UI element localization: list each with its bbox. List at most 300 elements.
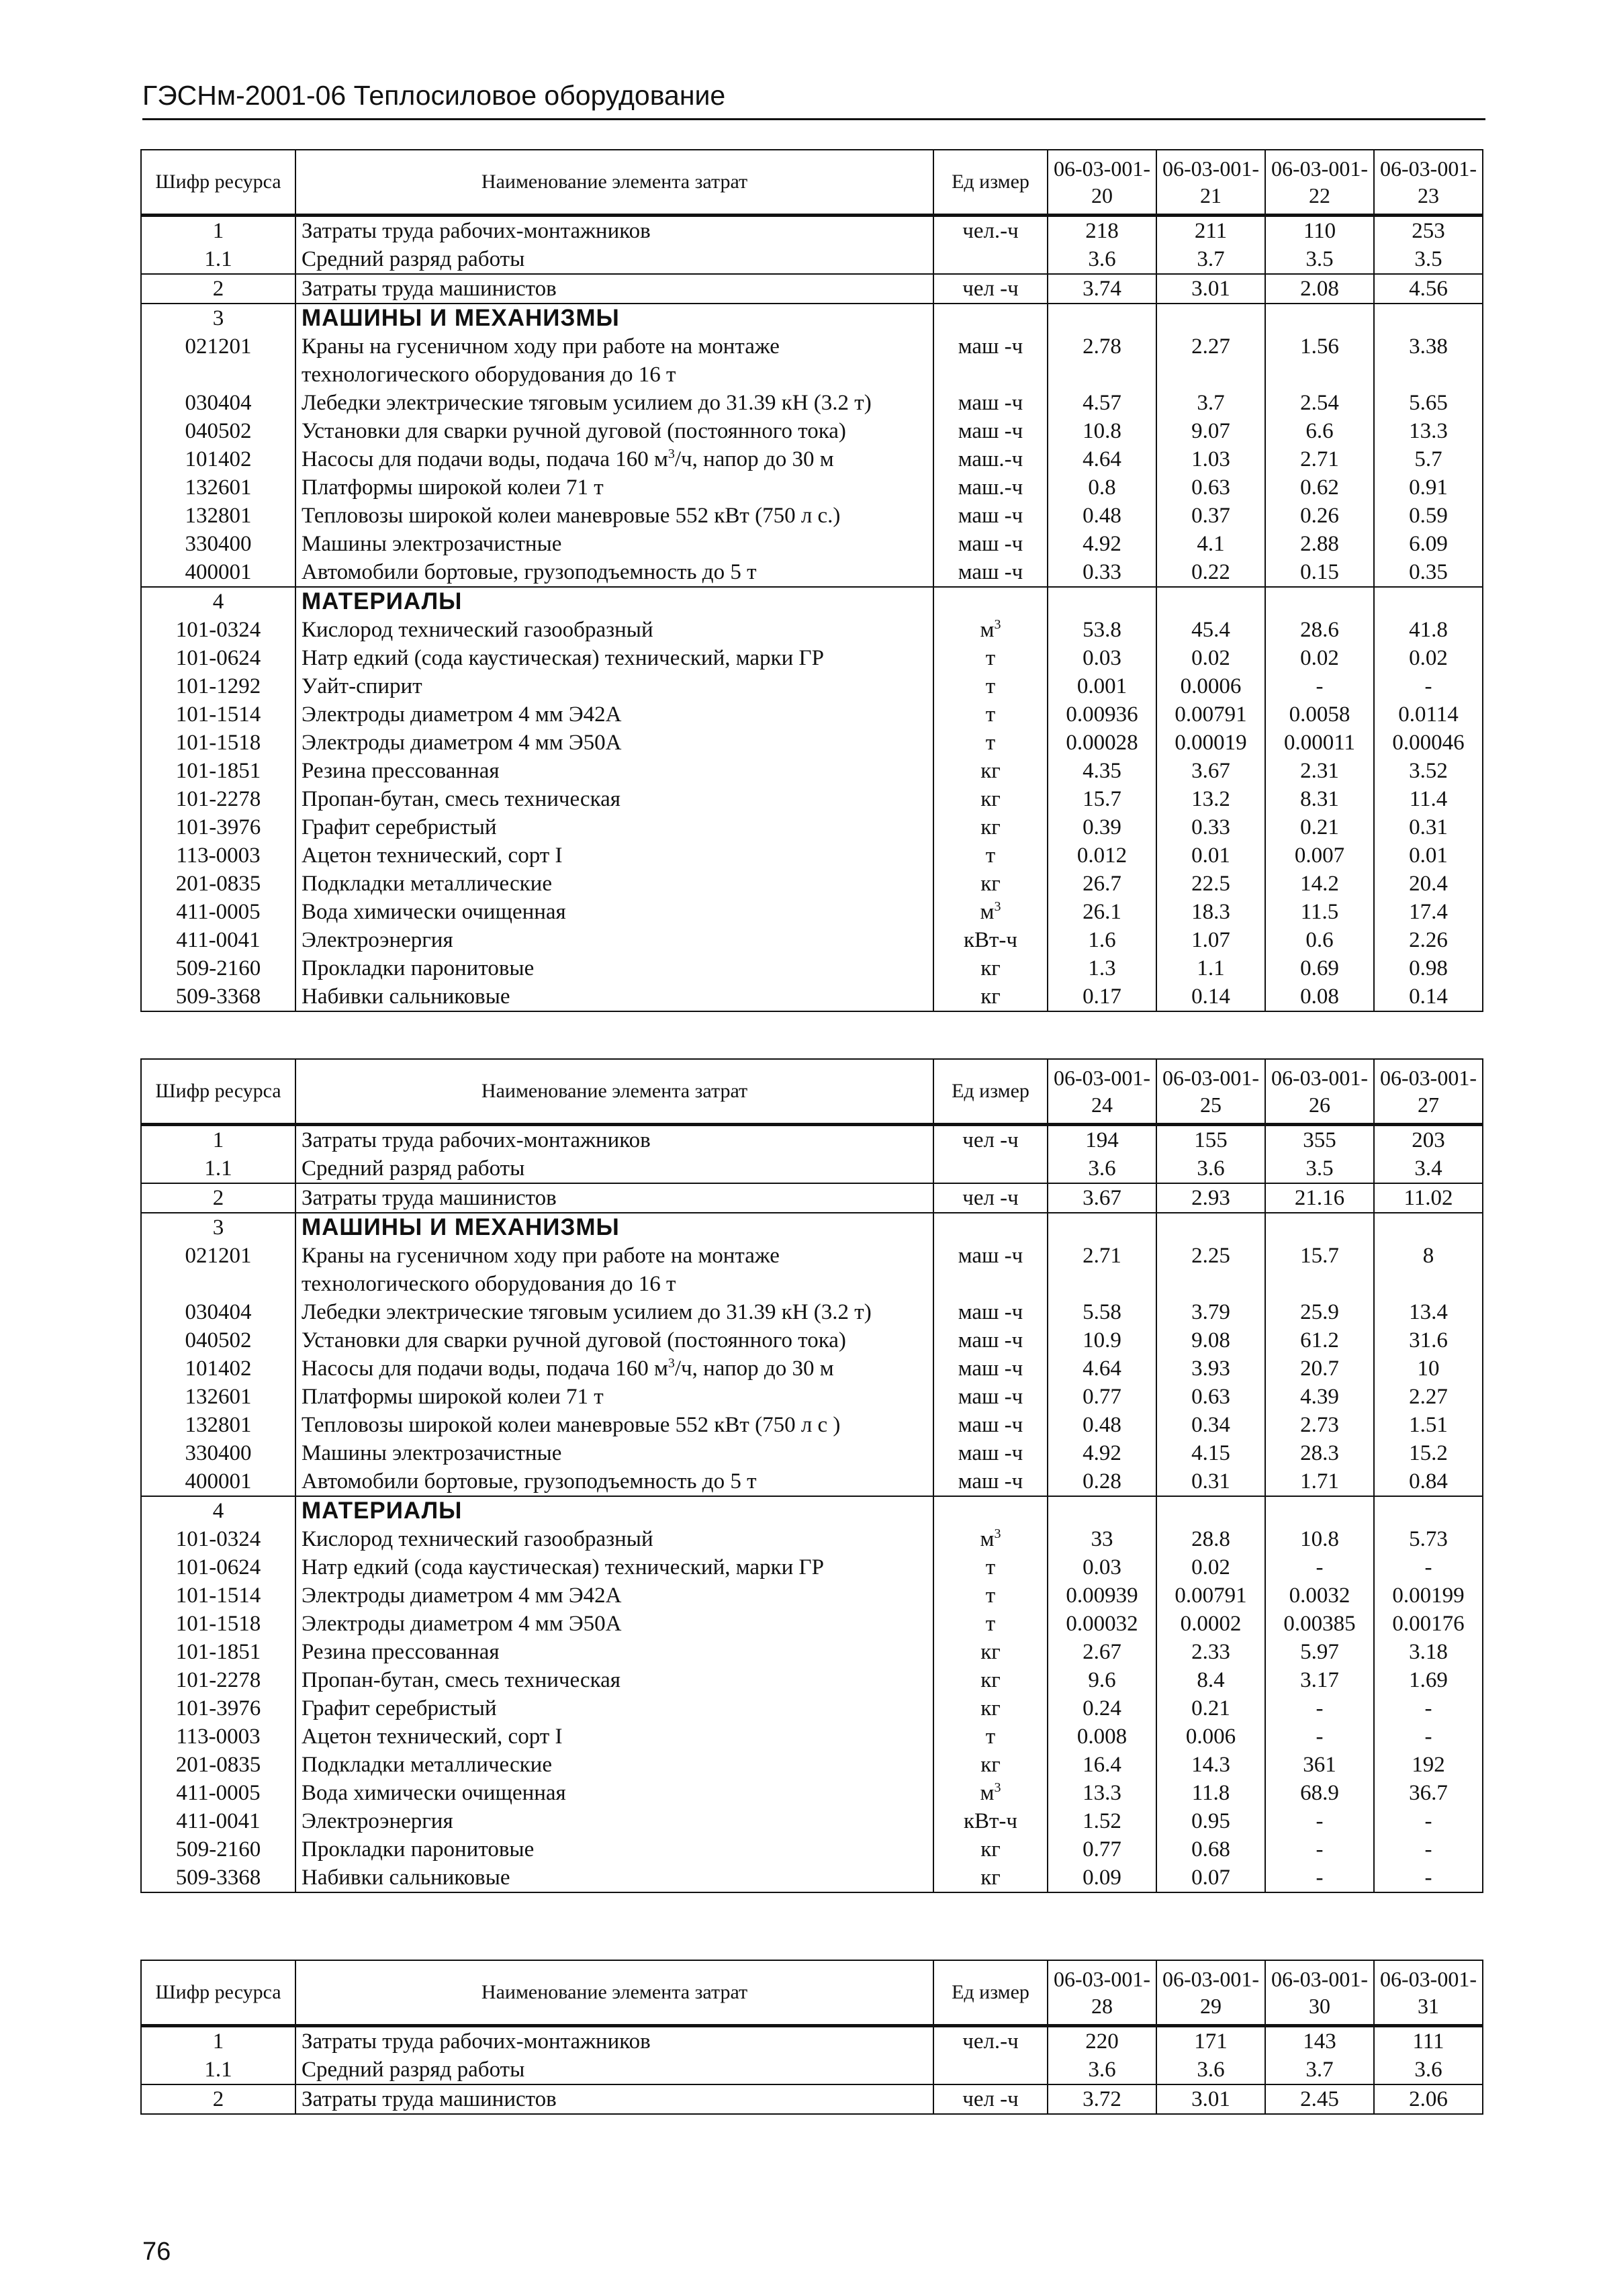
- value-cell: 0.02: [1156, 1553, 1265, 1581]
- value-cell: 0.21: [1265, 813, 1374, 841]
- unit-cell: $м^3$: [933, 898, 1048, 926]
- value-cell: [1156, 587, 1265, 616]
- value-cell: 0.0058: [1265, 700, 1374, 729]
- value-cell: 0.8: [1048, 473, 1156, 502]
- unit-cell: т: [933, 1610, 1048, 1638]
- value-cell: 1.51: [1374, 1411, 1483, 1439]
- resource-code: 040502: [141, 417, 295, 445]
- value-cell: [1048, 1213, 1156, 1242]
- resource-name: Кислород технический газообразный: [295, 1525, 933, 1553]
- unit-cell: [933, 2056, 1048, 2084]
- resource-name: Прокладки паронитовые: [295, 954, 933, 982]
- value-cell: 0.00791: [1156, 700, 1265, 729]
- value-cell: 0.00936: [1048, 700, 1156, 729]
- unit-cell: [933, 304, 1048, 332]
- value-cell: 0.00791: [1156, 1581, 1265, 1610]
- value-cell: 2.73: [1265, 1411, 1374, 1439]
- value-cell: 0.77: [1048, 1835, 1156, 1864]
- resource-code: 400001: [141, 1467, 295, 1496]
- table-row: [141, 558, 1483, 587]
- value-cell: -: [1374, 1864, 1483, 1892]
- unit-cell: т: [933, 729, 1048, 757]
- value-cell: [1374, 1496, 1483, 1525]
- table-row: [141, 304, 1483, 332]
- value-cell: 13.2: [1156, 785, 1265, 813]
- table-row: [141, 1183, 1483, 1213]
- value-cell: 0.03: [1048, 644, 1156, 672]
- unit-cell: [933, 1213, 1048, 1242]
- resource-code: 030404: [141, 1298, 295, 1326]
- value-cell: 4.92: [1048, 1439, 1156, 1467]
- value-cell: -: [1265, 1864, 1374, 1892]
- value-cell: 41.8: [1374, 616, 1483, 644]
- resource-code: 101-2278: [141, 785, 295, 813]
- col-header-unit: Ед измер: [933, 1960, 1048, 2026]
- value-cell: 33: [1048, 1525, 1156, 1553]
- value-cell: 0.26: [1265, 502, 1374, 530]
- resource-code: 132801: [141, 502, 295, 530]
- value-cell: 8.4: [1156, 1666, 1265, 1694]
- value-cell: 0.03: [1048, 1553, 1156, 1581]
- table-row: [141, 1751, 1483, 1779]
- unit-cell: кг: [933, 757, 1048, 785]
- value-cell: 0.21: [1156, 1694, 1265, 1723]
- value-cell: 0.24: [1048, 1694, 1156, 1723]
- col-header-unit: Ед измер: [933, 1059, 1048, 1125]
- table-row: [141, 216, 1483, 246]
- table-row: [141, 1779, 1483, 1807]
- resource-name: Графит серебристый: [295, 813, 933, 841]
- value-cell: 3.01: [1156, 2084, 1265, 2114]
- value-cell: 0.84: [1374, 1467, 1483, 1496]
- table-row: [141, 785, 1483, 813]
- table-row: [141, 954, 1483, 982]
- resource-table-3: [140, 1960, 1483, 2115]
- table-row: [141, 644, 1483, 672]
- col-header-norm-code: 06-03-001-26: [1265, 1059, 1374, 1125]
- col-header-norm-code: 06-03-001-25: [1156, 1059, 1265, 1125]
- value-cell: 4.39: [1265, 1383, 1374, 1411]
- col-header-norm-code: 06-03-001-31: [1374, 1960, 1483, 2026]
- value-cell: 20.4: [1374, 870, 1483, 898]
- value-cell: 0.07: [1156, 1864, 1265, 1892]
- value-cell: [1374, 1213, 1483, 1242]
- resource-code: 101-3976: [141, 813, 295, 841]
- resource-name: Затраты труда машинистов: [295, 1183, 933, 1213]
- value-cell: 6.6: [1265, 417, 1374, 445]
- value-cell: 9.07: [1156, 417, 1265, 445]
- resource-code: 509-2160: [141, 1835, 295, 1864]
- col-header-code: Шифр ресурса: [141, 150, 295, 216]
- unit-cell: чел -ч: [933, 2084, 1048, 2114]
- value-cell: 0.00028: [1048, 729, 1156, 757]
- resource-code: 411-0041: [141, 926, 295, 954]
- table-row: [141, 1694, 1483, 1723]
- value-cell: 0.00199: [1374, 1581, 1483, 1610]
- value-cell: [1265, 587, 1374, 616]
- col-header-name: Наименование элемента затрат: [295, 1059, 933, 1125]
- value-cell: 0.91: [1374, 473, 1483, 502]
- section-heading: МАШИНЫ И МЕХАНИЗМЫ: [295, 304, 933, 332]
- value-cell: 355: [1265, 1125, 1374, 1155]
- value-cell: 3.5: [1265, 245, 1374, 274]
- value-cell: 171: [1156, 2026, 1265, 2056]
- value-cell: 6.09: [1374, 530, 1483, 558]
- col-header-norm-code: 06-03-001-20: [1048, 150, 1156, 216]
- value-cell: -: [1374, 672, 1483, 700]
- table-row: [141, 1467, 1483, 1496]
- value-cell: [1265, 1496, 1374, 1525]
- value-cell: 3.18: [1374, 1638, 1483, 1666]
- value-cell: 28.3: [1265, 1439, 1374, 1467]
- value-cell: 0.0006: [1156, 672, 1265, 700]
- resource-code: 2: [141, 2084, 295, 2114]
- unit-cell: маш -ч: [933, 502, 1048, 530]
- unit-cell: маш.-ч: [933, 473, 1048, 502]
- resource-name: Лебедки электрические тяговым усилием до 31.39 кН (3.2 т): [295, 389, 933, 417]
- resource-name: Машины электрозачистные: [295, 530, 933, 558]
- value-cell: 1.71: [1265, 1467, 1374, 1496]
- resource-name: Вода химически очищенная: [295, 898, 933, 926]
- resource-code: 101-3976: [141, 1694, 295, 1723]
- table-row: [141, 982, 1483, 1011]
- value-cell: 1.3: [1048, 954, 1156, 982]
- value-cell: 0.08: [1265, 982, 1374, 1011]
- value-cell: 0.63: [1156, 473, 1265, 502]
- resource-name: Средний разряд работы: [295, 2056, 933, 2084]
- value-cell: 3.74: [1048, 274, 1156, 304]
- resource-name: Электроэнергия: [295, 1807, 933, 1835]
- value-cell: 3.52: [1374, 757, 1483, 785]
- unit-cell: кВт-ч: [933, 926, 1048, 954]
- unit-cell: маш -ч: [933, 1326, 1048, 1354]
- value-cell: 0.14: [1156, 982, 1265, 1011]
- unit-cell: маш.-ч: [933, 445, 1048, 473]
- value-cell: [1048, 587, 1156, 616]
- value-cell: 61.2: [1265, 1326, 1374, 1354]
- unit-cell: чел -ч: [933, 1125, 1048, 1155]
- resource-name: Насосы для подачи воды, подача 160 $м^3/ч$, напор до 30 м: [295, 445, 933, 473]
- value-cell: 20.7: [1265, 1354, 1374, 1383]
- resource-code: 101-1292: [141, 672, 295, 700]
- col-header-norm-code: 06-03-001-21: [1156, 150, 1265, 216]
- table-row: [141, 1610, 1483, 1638]
- value-cell: 0.02: [1156, 644, 1265, 672]
- value-cell: 14.2: [1265, 870, 1374, 898]
- value-cell: 0.007: [1265, 841, 1374, 870]
- table-row: [141, 245, 1483, 274]
- resource-name: Автомобили бортовые, грузоподъемность до 5 т: [295, 558, 933, 587]
- resource-code: 101-0324: [141, 1525, 295, 1553]
- value-cell: 1.69: [1374, 1666, 1483, 1694]
- unit-cell: кВт-ч: [933, 1807, 1048, 1835]
- table-row: [141, 1581, 1483, 1610]
- table-row: [141, 1723, 1483, 1751]
- col-header-norm-code: 06-03-001-24: [1048, 1059, 1156, 1125]
- value-cell: [1156, 304, 1265, 332]
- value-cell: 28.6: [1265, 616, 1374, 644]
- table-row: [141, 587, 1483, 616]
- resource-code: 411-0005: [141, 898, 295, 926]
- table-row: [141, 757, 1483, 785]
- unit-cell: кг: [933, 1666, 1048, 1694]
- value-cell: 4.15: [1156, 1439, 1265, 1467]
- resource-code: 040502: [141, 1326, 295, 1354]
- value-cell: 0.01: [1156, 841, 1265, 870]
- value-cell: 2.93: [1156, 1183, 1265, 1213]
- value-cell: 155: [1156, 1125, 1265, 1155]
- table-row: [141, 1525, 1483, 1553]
- resource-code: 113-0003: [141, 1723, 295, 1751]
- value-cell: 5.65: [1374, 389, 1483, 417]
- table-row: [141, 473, 1483, 502]
- unit-cell: маш -ч: [933, 1354, 1048, 1383]
- resource-code: 113-0003: [141, 841, 295, 870]
- value-cell: 0.28: [1048, 1467, 1156, 1496]
- value-cell: 9.6: [1048, 1666, 1156, 1694]
- unit-cell: маш -ч: [933, 417, 1048, 445]
- value-cell: 2.08: [1265, 274, 1374, 304]
- value-cell: 0.31: [1374, 813, 1483, 841]
- resource-code: 1.1: [141, 1154, 295, 1183]
- value-cell: 9.08: [1156, 1326, 1265, 1354]
- value-cell: 11.02: [1374, 1183, 1483, 1213]
- value-cell: 3.01: [1156, 274, 1265, 304]
- value-cell: 0.0114: [1374, 700, 1483, 729]
- value-cell: 2.54: [1265, 389, 1374, 417]
- value-cell: 3.67: [1048, 1183, 1156, 1213]
- value-cell: 2.71: [1265, 445, 1374, 473]
- resource-code: 2: [141, 1183, 295, 1213]
- value-cell: 0.00011: [1265, 729, 1374, 757]
- unit-cell: маш -ч: [933, 1411, 1048, 1439]
- header-rule: [142, 118, 1485, 120]
- unit-cell: маш -ч: [933, 558, 1048, 587]
- table-row: [141, 616, 1483, 644]
- value-cell: 36.7: [1374, 1779, 1483, 1807]
- resource-code: 101-0624: [141, 1553, 295, 1581]
- resource-code: 400001: [141, 558, 295, 587]
- table-row: [141, 2026, 1483, 2056]
- value-cell: 0.01: [1374, 841, 1483, 870]
- unit-cell: кг: [933, 954, 1048, 982]
- table-row: [141, 1326, 1483, 1354]
- value-cell: [1265, 1213, 1374, 1242]
- value-cell: 0.95: [1156, 1807, 1265, 1835]
- unit-cell: $м^3$: [933, 1779, 1048, 1807]
- resource-name: Подкладки металлические: [295, 1751, 933, 1779]
- value-cell: 2.67: [1048, 1638, 1156, 1666]
- value-cell: 0.48: [1048, 1411, 1156, 1439]
- resource-code: 101-1851: [141, 1638, 295, 1666]
- value-cell: 14.3: [1156, 1751, 1265, 1779]
- section-heading: МАТЕРИАЛЫ: [295, 587, 933, 616]
- table-row: [141, 898, 1483, 926]
- table-row: [141, 502, 1483, 530]
- resource-name: Электроэнергия: [295, 926, 933, 954]
- resource-code: 101-1514: [141, 1581, 295, 1610]
- col-header-norm-code: 06-03-001-22: [1265, 150, 1374, 216]
- value-cell: 8: [1374, 1242, 1483, 1298]
- resource-code: 101-1518: [141, 729, 295, 757]
- section-heading: МАТЕРИАЛЫ: [295, 1496, 933, 1525]
- resource-name: Графит серебристый: [295, 1694, 933, 1723]
- value-cell: 22.5: [1156, 870, 1265, 898]
- resource-code: 101402: [141, 1354, 295, 1383]
- value-cell: 28.8: [1156, 1525, 1265, 1553]
- value-cell: 2.27: [1374, 1383, 1483, 1411]
- value-cell: 2.45: [1265, 2084, 1374, 2114]
- unit-cell: [933, 587, 1048, 616]
- unit-cell: [933, 245, 1048, 274]
- resource-name: Резина прессованная: [295, 757, 933, 785]
- table-row: [141, 926, 1483, 954]
- value-cell: 3.6: [1156, 2056, 1265, 2084]
- value-cell: 203: [1374, 1125, 1483, 1155]
- resource-code: 132601: [141, 473, 295, 502]
- resource-name: Затраты труда машинистов: [295, 2084, 933, 2114]
- table-row: [141, 1553, 1483, 1581]
- value-cell: 3.6: [1048, 245, 1156, 274]
- unit-cell: $м^3$: [933, 616, 1048, 644]
- value-cell: 220: [1048, 2026, 1156, 2056]
- resource-code: 101402: [141, 445, 295, 473]
- value-cell: 2.27: [1156, 332, 1265, 389]
- table-row: [141, 2056, 1483, 2084]
- value-cell: 11.5: [1265, 898, 1374, 926]
- resource-code: 021201: [141, 332, 295, 389]
- value-cell: -: [1265, 1835, 1374, 1864]
- value-cell: 2.88: [1265, 530, 1374, 558]
- table-row: [141, 389, 1483, 417]
- resource-code: 132801: [141, 1411, 295, 1439]
- unit-cell: т: [933, 644, 1048, 672]
- value-cell: -: [1265, 1723, 1374, 1751]
- resource-name: Средний разряд работы: [295, 245, 933, 274]
- value-cell: 3.67: [1156, 757, 1265, 785]
- value-cell: 10.9: [1048, 1326, 1156, 1354]
- value-cell: 5.97: [1265, 1638, 1374, 1666]
- table-row: [141, 1125, 1483, 1155]
- resource-name: Электроды диаметром 4 мм Э50А: [295, 729, 933, 757]
- value-cell: 2.31: [1265, 757, 1374, 785]
- value-cell: 3.7: [1265, 2056, 1374, 2084]
- value-cell: 18.3: [1156, 898, 1265, 926]
- table-row: [141, 1638, 1483, 1666]
- col-header-code: Шифр ресурса: [141, 1059, 295, 1125]
- unit-cell: кг: [933, 785, 1048, 813]
- col-header-code: Шифр ресурса: [141, 1960, 295, 2026]
- unit-cell: чел.-ч: [933, 216, 1048, 246]
- value-cell: 10.8: [1048, 417, 1156, 445]
- resource-name: Ацетон технический, сорт I: [295, 841, 933, 870]
- value-cell: 0.00046: [1374, 729, 1483, 757]
- resource-name: Лебедки электрические тяговым усилием до 31.39 кН (3.2 т): [295, 1298, 933, 1326]
- unit-cell: кг: [933, 1864, 1048, 1892]
- value-cell: 4.64: [1048, 1354, 1156, 1383]
- value-cell: 4.64: [1048, 445, 1156, 473]
- value-cell: [1374, 587, 1483, 616]
- table-row: [141, 2084, 1483, 2114]
- resource-name: Затраты труда рабочих-монтажников: [295, 216, 933, 246]
- value-cell: 2.25: [1156, 1242, 1265, 1298]
- table-row: [141, 1439, 1483, 1467]
- value-cell: 0.012: [1048, 841, 1156, 870]
- resource-name: Прокладки паронитовые: [295, 1835, 933, 1864]
- table-row: [141, 1383, 1483, 1411]
- value-cell: [1048, 304, 1156, 332]
- value-cell: 194: [1048, 1125, 1156, 1155]
- value-cell: 3.5: [1265, 1154, 1374, 1183]
- value-cell: 13.4: [1374, 1298, 1483, 1326]
- resource-name: Затраты труда машинистов: [295, 274, 933, 304]
- resource-code: 411-0041: [141, 1807, 295, 1835]
- value-cell: -: [1265, 1694, 1374, 1723]
- document-title: ГЭСНм-2001-06 Теплосиловое оборудование: [142, 80, 726, 111]
- value-cell: 26.1: [1048, 898, 1156, 926]
- resource-code: 4: [141, 1496, 295, 1525]
- value-cell: 192: [1374, 1751, 1483, 1779]
- resource-code: 201-0835: [141, 870, 295, 898]
- value-cell: 0.77: [1048, 1383, 1156, 1411]
- value-cell: 17.4: [1374, 898, 1483, 926]
- table-row: [141, 729, 1483, 757]
- resource-name: Электроды диаметром 4 мм Э42А: [295, 700, 933, 729]
- value-cell: 11.4: [1374, 785, 1483, 813]
- table-row: [141, 1807, 1483, 1835]
- col-header-unit: Ед измер: [933, 150, 1048, 216]
- value-cell: [1156, 1213, 1265, 1242]
- resource-code: 509-3368: [141, 982, 295, 1011]
- resource-code: 101-0624: [141, 644, 295, 672]
- value-cell: 0.15: [1265, 558, 1374, 587]
- resource-name: Насосы для подачи воды, подача 160 $м^3/ч$, напор до 30 м: [295, 1354, 933, 1383]
- resource-name: Установки для сварки ручной дуговой (постоянного тока): [295, 1326, 933, 1354]
- unit-cell: маш -ч: [933, 1439, 1048, 1467]
- table-row: [141, 530, 1483, 558]
- col-header-norm-code: 06-03-001-23: [1374, 150, 1483, 216]
- unit-cell: маш -ч: [933, 389, 1048, 417]
- value-cell: 10.8: [1265, 1525, 1374, 1553]
- col-header-norm-code: 06-03-001-30: [1265, 1960, 1374, 2026]
- col-header-norm-code: 06-03-001-27: [1374, 1059, 1483, 1125]
- value-cell: 3.93: [1156, 1354, 1265, 1383]
- value-cell: 0.17: [1048, 982, 1156, 1011]
- unit-cell: кг: [933, 1835, 1048, 1864]
- resource-code: 3: [141, 304, 295, 332]
- col-header-norm-code: 06-03-001-29: [1156, 1960, 1265, 2026]
- value-cell: 2.78: [1048, 332, 1156, 389]
- resource-name: Уайт-спирит: [295, 672, 933, 700]
- resource-name: Подкладки металлические: [295, 870, 933, 898]
- value-cell: 0.37: [1156, 502, 1265, 530]
- value-cell: 1.03: [1156, 445, 1265, 473]
- value-cell: 68.9: [1265, 1779, 1374, 1807]
- resource-code: 201-0835: [141, 1751, 295, 1779]
- table-header-row: [141, 1059, 1483, 1125]
- resource-name: Вода химически очищенная: [295, 1779, 933, 1807]
- value-cell: -: [1374, 1835, 1483, 1864]
- value-cell: 0.001: [1048, 672, 1156, 700]
- unit-cell: $м^3$: [933, 1525, 1048, 1553]
- value-cell: 21.16: [1265, 1183, 1374, 1213]
- unit-cell: чел -ч: [933, 274, 1048, 304]
- value-cell: 3.6: [1048, 1154, 1156, 1183]
- value-cell: 0.98: [1374, 954, 1483, 982]
- value-cell: 1.56: [1265, 332, 1374, 389]
- value-cell: 3.6: [1048, 2056, 1156, 2084]
- resource-name: Краны на гусеничном ходу при работе на монтаже технологического оборудования до 16 т: [295, 332, 933, 389]
